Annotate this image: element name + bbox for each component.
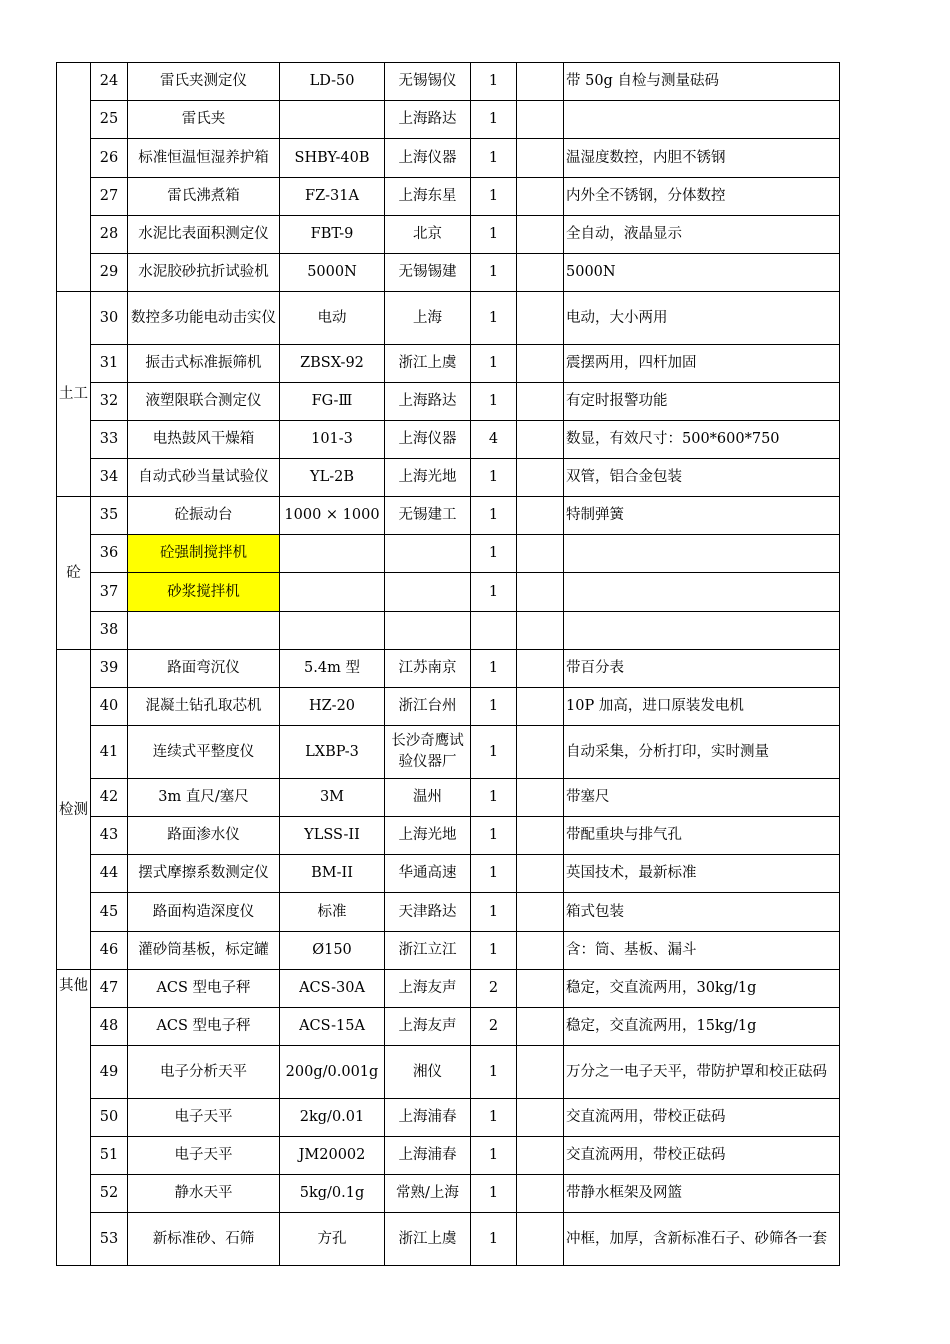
row-number-cell: 41 — [91, 726, 128, 779]
quantity-cell: 2 — [471, 970, 517, 1008]
quantity-cell: 1 — [471, 139, 517, 178]
quantity-cell: 1 — [471, 932, 517, 970]
model-cell: 1000 × 1000 — [280, 497, 385, 535]
row-number-cell: 43 — [91, 817, 128, 855]
equipment-name-cell: 路面渗水仪 — [128, 817, 280, 855]
manufacturer-cell: 华通高速 — [385, 855, 471, 893]
table-row — [57, 893, 840, 932]
remarks-cell: 双管，铝合金包装 — [564, 459, 840, 497]
table-row — [57, 650, 840, 688]
model-cell: LXBP-3 — [280, 726, 385, 779]
manufacturer-cell: 上海光地 — [385, 817, 471, 855]
quantity-cell: 1 — [471, 459, 517, 497]
model-cell: BM-II — [280, 855, 385, 893]
table-row — [57, 63, 840, 101]
blank-cell — [517, 650, 564, 688]
row-number-cell: 48 — [91, 1008, 128, 1046]
equipment-name-cell: 砂浆搅拌机 — [128, 573, 280, 612]
remarks-cell — [564, 573, 840, 612]
remarks-cell: 带静水框架及网篮 — [564, 1175, 840, 1213]
table-row — [57, 726, 840, 779]
quantity-cell: 1 — [471, 688, 517, 726]
quantity-cell: 1 — [471, 1137, 517, 1175]
manufacturer-cell: 上海浦春 — [385, 1099, 471, 1137]
blank-cell — [517, 1213, 564, 1266]
quantity-cell: 1 — [471, 1046, 517, 1099]
quantity-cell: 1 — [471, 101, 517, 139]
table-row — [57, 1213, 840, 1266]
remarks-cell — [564, 101, 840, 139]
model-cell: HZ-20 — [280, 688, 385, 726]
remarks-cell: 10P 加高，进口原装发电机 — [564, 688, 840, 726]
manufacturer-cell: 上海友声 — [385, 970, 471, 1008]
row-number-cell: 31 — [91, 345, 128, 383]
row-number-cell: 28 — [91, 216, 128, 254]
table-row — [57, 421, 840, 459]
category-cell: 检测 — [57, 650, 91, 970]
table-row — [57, 1137, 840, 1175]
equipment-name-cell: 新标准砂、石筛 — [128, 1213, 280, 1266]
remarks-cell: 箱式包装 — [564, 893, 840, 932]
table-row — [57, 612, 840, 650]
quantity-cell: 1 — [471, 535, 517, 573]
model-cell: 200g/0.001g — [280, 1046, 385, 1099]
category-cell — [57, 63, 91, 292]
blank-cell — [517, 101, 564, 139]
blank-cell — [517, 345, 564, 383]
manufacturer-cell: 上海仪器 — [385, 139, 471, 178]
equipment-name-cell: 砼振动台 — [128, 497, 280, 535]
blank-cell — [517, 292, 564, 345]
model-cell: LD-50 — [280, 63, 385, 101]
manufacturer-cell: 浙江台州 — [385, 688, 471, 726]
model-cell: FBT-9 — [280, 216, 385, 254]
row-number-cell: 52 — [91, 1175, 128, 1213]
remarks-cell: 万分之一电子天平，带防护罩和校正砝码 — [564, 1046, 840, 1099]
table-row — [57, 383, 840, 421]
model-cell: YLSS-II — [280, 817, 385, 855]
row-number-cell: 27 — [91, 178, 128, 216]
row-number-cell: 29 — [91, 254, 128, 292]
blank-cell — [517, 893, 564, 932]
model-cell: 标准 — [280, 893, 385, 932]
row-number-cell: 30 — [91, 292, 128, 345]
model-cell: FG-Ⅲ — [280, 383, 385, 421]
remarks-cell: 数显，有效尺寸：500*600*750 — [564, 421, 840, 459]
blank-cell — [517, 612, 564, 650]
equipment-name-cell: 路面构造深度仪 — [128, 893, 280, 932]
equipment-name-cell: 电子分析天平 — [128, 1046, 280, 1099]
table-row — [57, 216, 840, 254]
blank-cell — [517, 726, 564, 779]
equipment-name-cell: 振击式标准振筛机 — [128, 345, 280, 383]
model-cell: FZ-31A — [280, 178, 385, 216]
equipment-name-cell: 自动式砂当量试验仪 — [128, 459, 280, 497]
manufacturer-cell: 浙江上虞 — [385, 345, 471, 383]
equipment-name-cell: 电子天平 — [128, 1099, 280, 1137]
blank-cell — [517, 535, 564, 573]
model-cell: ACS-30A — [280, 970, 385, 1008]
blank-cell — [517, 573, 564, 612]
remarks-cell: 稳定，交直流两用，30kg/1g — [564, 970, 840, 1008]
equipment-name-cell: 水泥胶砂抗折试验机 — [128, 254, 280, 292]
quantity-cell: 1 — [471, 779, 517, 817]
equipment-name-cell: 砼强制搅拌机 — [128, 535, 280, 573]
blank-cell — [517, 1099, 564, 1137]
table-row — [57, 497, 840, 535]
quantity-cell — [471, 612, 517, 650]
equipment-name-cell: ACS 型电子秤 — [128, 1008, 280, 1046]
row-number-cell: 47 — [91, 970, 128, 1008]
quantity-cell: 1 — [471, 383, 517, 421]
equipment-name-cell: 雷氏夹 — [128, 101, 280, 139]
remarks-cell — [564, 612, 840, 650]
manufacturer-cell: 北京 — [385, 216, 471, 254]
model-cell: 3M — [280, 779, 385, 817]
category-cell: 砼 — [57, 497, 91, 650]
quantity-cell: 1 — [471, 573, 517, 612]
manufacturer-cell — [385, 612, 471, 650]
manufacturer-cell: 上海友声 — [385, 1008, 471, 1046]
table-row — [57, 688, 840, 726]
model-cell: SHBY-40B — [280, 139, 385, 178]
blank-cell — [517, 855, 564, 893]
quantity-cell: 1 — [471, 1175, 517, 1213]
manufacturer-cell: 上海仪器 — [385, 421, 471, 459]
blank-cell — [517, 459, 564, 497]
manufacturer-cell: 上海光地 — [385, 459, 471, 497]
manufacturer-cell — [385, 573, 471, 612]
equipment-name-cell: 水泥比表面积测定仪 — [128, 216, 280, 254]
remarks-cell — [564, 535, 840, 573]
row-number-cell: 36 — [91, 535, 128, 573]
remarks-cell: 特制弹簧 — [564, 497, 840, 535]
model-cell: 方孔 — [280, 1213, 385, 1266]
row-number-cell: 34 — [91, 459, 128, 497]
row-number-cell: 39 — [91, 650, 128, 688]
blank-cell — [517, 1008, 564, 1046]
blank-cell — [517, 139, 564, 178]
manufacturer-cell: 常熟/上海 — [385, 1175, 471, 1213]
model-cell: 2kg/0.01 — [280, 1099, 385, 1137]
row-number-cell: 32 — [91, 383, 128, 421]
blank-cell — [517, 779, 564, 817]
table-row — [57, 932, 840, 970]
remarks-cell: 带百分表 — [564, 650, 840, 688]
equipment-name-cell: 电热鼓风干燥箱 — [128, 421, 280, 459]
equipment-name-cell — [128, 612, 280, 650]
blank-cell — [517, 383, 564, 421]
table-row — [57, 779, 840, 817]
equipment-name-cell: ACS 型电子秤 — [128, 970, 280, 1008]
remarks-cell: 含：筒、基板、漏斗 — [564, 932, 840, 970]
equipment-name-cell: 雷氏夹测定仪 — [128, 63, 280, 101]
remarks-cell: 交直流两用，带校正砝码 — [564, 1137, 840, 1175]
manufacturer-cell: 无锡锡建 — [385, 254, 471, 292]
manufacturer-cell: 浙江立江 — [385, 932, 471, 970]
manufacturer-cell: 上海东星 — [385, 178, 471, 216]
table-row — [57, 1175, 840, 1213]
equipment-name-cell: 雷氏沸煮箱 — [128, 178, 280, 216]
quantity-cell: 1 — [471, 216, 517, 254]
row-number-cell: 24 — [91, 63, 128, 101]
row-number-cell: 44 — [91, 855, 128, 893]
quantity-cell: 1 — [471, 254, 517, 292]
blank-cell — [517, 1137, 564, 1175]
model-cell: ACS-15A — [280, 1008, 385, 1046]
quantity-cell: 1 — [471, 63, 517, 101]
remarks-cell: 温湿度数控，内胆不锈钢 — [564, 139, 840, 178]
row-number-cell: 38 — [91, 612, 128, 650]
model-cell: 5000N — [280, 254, 385, 292]
row-number-cell: 49 — [91, 1046, 128, 1099]
manufacturer-cell: 江苏南京 — [385, 650, 471, 688]
row-number-cell: 35 — [91, 497, 128, 535]
remarks-cell: 带 50g 自检与测量砝码 — [564, 63, 840, 101]
table-row — [57, 1008, 840, 1046]
quantity-cell: 1 — [471, 893, 517, 932]
blank-cell — [517, 1046, 564, 1099]
remarks-cell: 有定时报警功能 — [564, 383, 840, 421]
manufacturer-cell: 无锡锡仪 — [385, 63, 471, 101]
model-cell: 101-3 — [280, 421, 385, 459]
table-row — [57, 817, 840, 855]
row-number-cell: 26 — [91, 139, 128, 178]
model-cell — [280, 612, 385, 650]
table-row — [57, 535, 840, 573]
model-cell — [280, 535, 385, 573]
table-row — [57, 178, 840, 216]
blank-cell — [517, 688, 564, 726]
equipment-name-cell: 电子天平 — [128, 1137, 280, 1175]
row-number-cell: 25 — [91, 101, 128, 139]
blank-cell — [517, 497, 564, 535]
row-number-cell: 46 — [91, 932, 128, 970]
remarks-cell: 全自动，液晶显示 — [564, 216, 840, 254]
remarks-cell: 带塞尺 — [564, 779, 840, 817]
quantity-cell: 1 — [471, 1213, 517, 1266]
remarks-cell: 稳定，交直流两用，15kg/1g — [564, 1008, 840, 1046]
remarks-cell: 英国技术，最新标准 — [564, 855, 840, 893]
remarks-cell: 5000N — [564, 254, 840, 292]
blank-cell — [517, 817, 564, 855]
table-row — [57, 345, 840, 383]
table-row — [57, 1099, 840, 1137]
row-number-cell: 37 — [91, 573, 128, 612]
table-row — [57, 970, 840, 1008]
quantity-cell: 1 — [471, 1099, 517, 1137]
row-number-cell: 45 — [91, 893, 128, 932]
manufacturer-cell: 上海路达 — [385, 101, 471, 139]
equipment-table-body — [57, 63, 840, 1266]
quantity-cell: 1 — [471, 817, 517, 855]
model-cell: 5.4m 型 — [280, 650, 385, 688]
equipment-name-cell: 连续式平整度仪 — [128, 726, 280, 779]
remarks-cell: 自动采集，分析打印，实时测量 — [564, 726, 840, 779]
model-cell: 5kg/0.1g — [280, 1175, 385, 1213]
model-cell: 电动 — [280, 292, 385, 345]
remarks-cell: 带配重块与排气孔 — [564, 817, 840, 855]
row-number-cell: 50 — [91, 1099, 128, 1137]
blank-cell — [517, 63, 564, 101]
quantity-cell: 4 — [471, 421, 517, 459]
model-cell: JM20002 — [280, 1137, 385, 1175]
table-row — [57, 1046, 840, 1099]
equipment-name-cell: 液塑限联合测定仪 — [128, 383, 280, 421]
manufacturer-cell: 上海浦春 — [385, 1137, 471, 1175]
remarks-cell: 交直流两用，带校正砝码 — [564, 1099, 840, 1137]
category-cell: 其他 — [57, 970, 91, 1266]
table-row — [57, 254, 840, 292]
model-cell: YL-2B — [280, 459, 385, 497]
table-row — [57, 139, 840, 178]
quantity-cell: 1 — [471, 497, 517, 535]
row-number-cell: 51 — [91, 1137, 128, 1175]
quantity-cell: 1 — [471, 178, 517, 216]
blank-cell — [517, 932, 564, 970]
quantity-cell: 2 — [471, 1008, 517, 1046]
model-cell: Ø150 — [280, 932, 385, 970]
equipment-name-cell: 标准恒温恒湿养护箱 — [128, 139, 280, 178]
blank-cell — [517, 216, 564, 254]
equipment-name-cell: 灌砂筒基板，标定罐 — [128, 932, 280, 970]
remarks-cell: 冲框，加厚，含新标准石子、砂筛各一套 — [564, 1213, 840, 1266]
table-row — [57, 459, 840, 497]
blank-cell — [517, 254, 564, 292]
remarks-cell: 内外全不锈钢，分体数控 — [564, 178, 840, 216]
blank-cell — [517, 178, 564, 216]
blank-cell — [517, 970, 564, 1008]
equipment-name-cell: 静水天平 — [128, 1175, 280, 1213]
equipment-table — [56, 62, 840, 1266]
table-row — [57, 101, 840, 139]
equipment-name-cell: 路面弯沉仪 — [128, 650, 280, 688]
blank-cell — [517, 421, 564, 459]
table-row — [57, 573, 840, 612]
remarks-cell: 震摆两用，四杆加固 — [564, 345, 840, 383]
remarks-cell: 电动，大小两用 — [564, 292, 840, 345]
row-number-cell: 33 — [91, 421, 128, 459]
quantity-cell: 1 — [471, 650, 517, 688]
manufacturer-cell: 长沙奇鹰试验仪器厂 — [385, 726, 471, 779]
model-cell — [280, 573, 385, 612]
model-cell: ZBSX-92 — [280, 345, 385, 383]
quantity-cell: 1 — [471, 345, 517, 383]
manufacturer-cell: 上海路达 — [385, 383, 471, 421]
equipment-name-cell: 3m 直尺/塞尺 — [128, 779, 280, 817]
equipment-name-cell: 摆式摩擦系数测定仪 — [128, 855, 280, 893]
row-number-cell: 53 — [91, 1213, 128, 1266]
blank-cell — [517, 1175, 564, 1213]
quantity-cell: 1 — [471, 292, 517, 345]
quantity-cell: 1 — [471, 726, 517, 779]
row-number-cell: 40 — [91, 688, 128, 726]
table-row — [57, 292, 840, 345]
manufacturer-cell: 上海 — [385, 292, 471, 345]
manufacturer-cell: 浙江上虞 — [385, 1213, 471, 1266]
manufacturer-cell: 天津路达 — [385, 893, 471, 932]
manufacturer-cell: 温州 — [385, 779, 471, 817]
equipment-name-cell: 数控多功能电动击实仪 — [128, 292, 280, 345]
manufacturer-cell: 无锡建工 — [385, 497, 471, 535]
model-cell — [280, 101, 385, 139]
manufacturer-cell — [385, 535, 471, 573]
table-row — [57, 855, 840, 893]
quantity-cell: 1 — [471, 855, 517, 893]
manufacturer-cell: 湘仪 — [385, 1046, 471, 1099]
category-cell: 土工 — [57, 292, 91, 497]
row-number-cell: 42 — [91, 779, 128, 817]
equipment-name-cell: 混凝土钻孔取芯机 — [128, 688, 280, 726]
